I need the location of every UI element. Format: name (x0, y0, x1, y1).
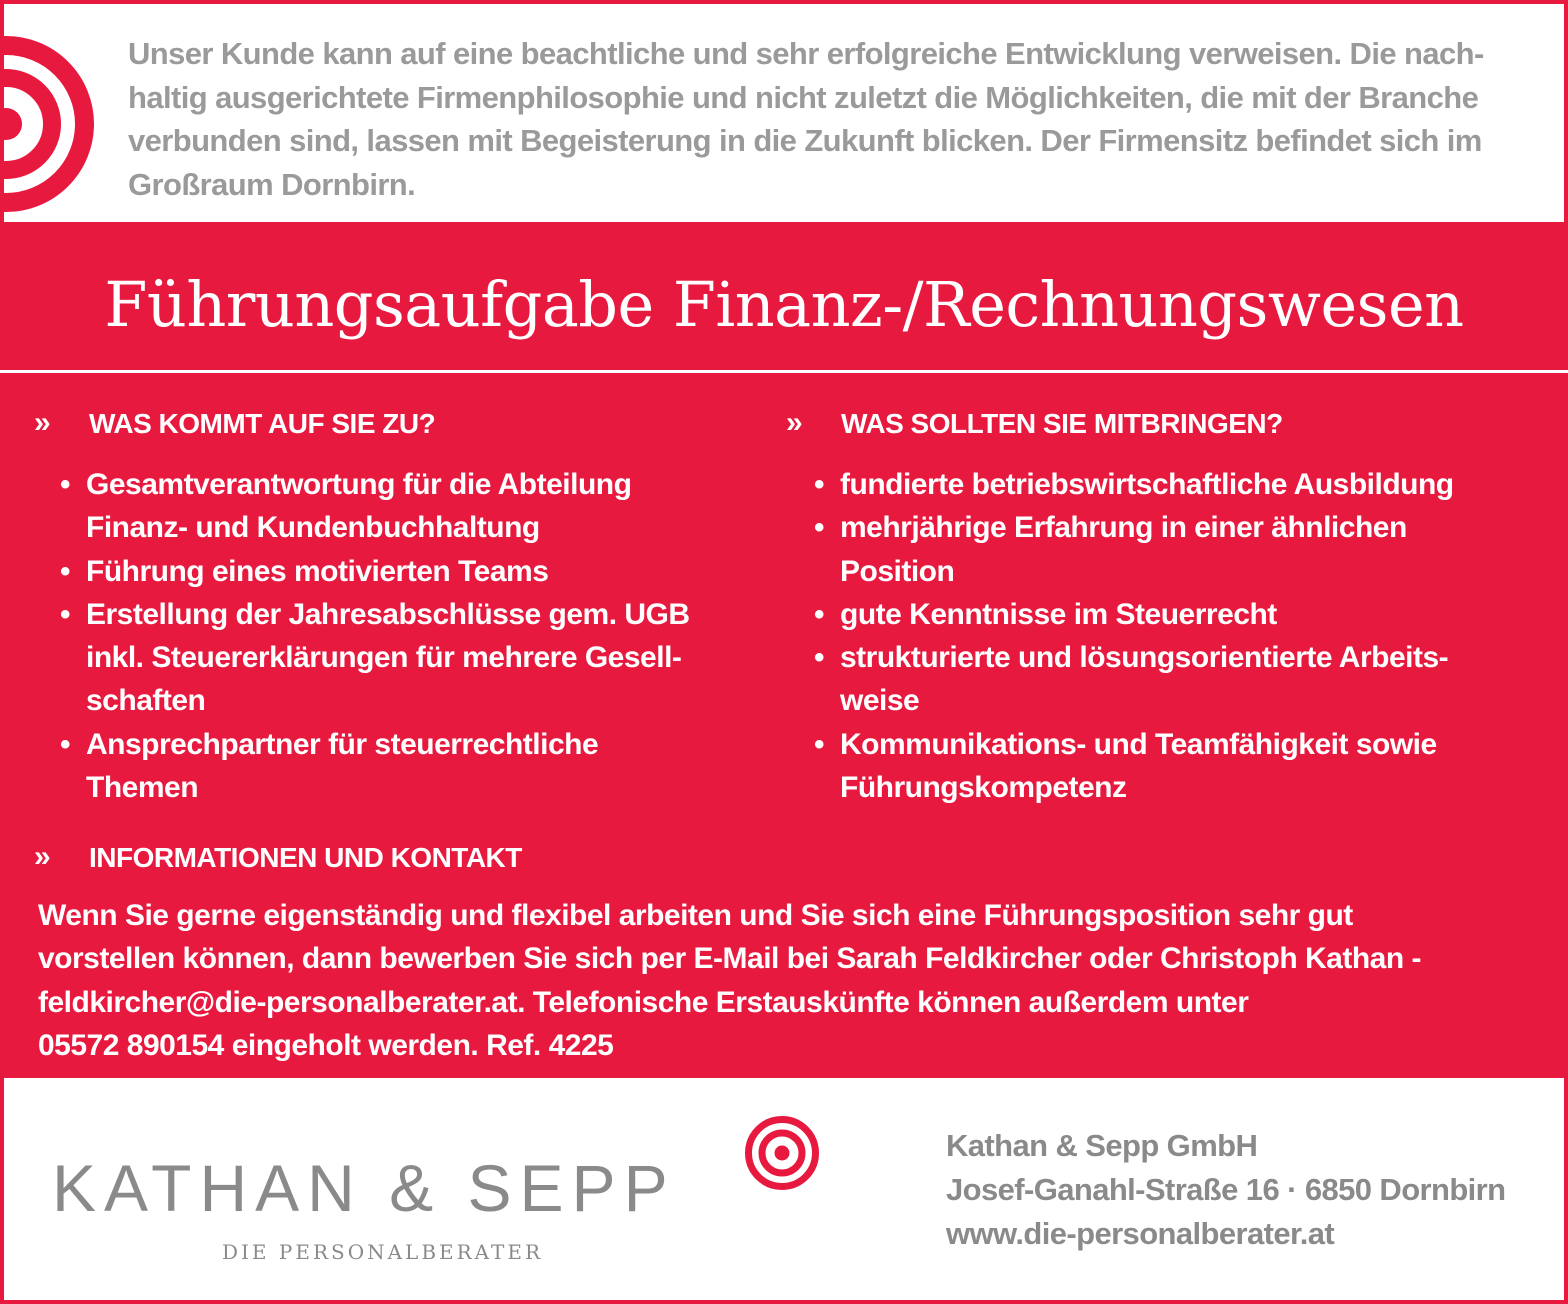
chevron-right-icon: » (786, 406, 803, 439)
contact-text (38, 894, 1518, 1067)
list-item (60, 463, 760, 550)
contact-line: Wenn Sie gerne eigenständig und flexibel arbeiten und Sie sich eine Führungsposition sehr gut (38, 899, 1353, 932)
list-item-line: schaften (86, 684, 206, 718)
list-item-line: weise (840, 684, 920, 718)
job-title: Führungsaufgabe Finanz-/Rechnungswesen (104, 268, 1464, 341)
list-item-line: fundierte betriebswirtschaftliche Ausbildung (840, 468, 1454, 501)
list-item-line: gute Kenntnisse im Steuerrecht (840, 597, 1277, 631)
list-item (814, 593, 1534, 636)
contact-line: 05572 890154 eingeholt werden. Ref. 4225 (38, 1028, 614, 1062)
intro-text (128, 32, 1518, 206)
list-item-line: mehrjährige Erfahrung in einer ähnlichen (840, 511, 1407, 545)
divider (0, 370, 1568, 373)
list-item (814, 463, 1534, 506)
tasks-heading-text: WAS KOMMT AUF SIE ZU? (89, 408, 436, 439)
contact-line: feldkircher@die-personalberater.at. Telefonische Erstauskünfte können außerdem unter (38, 985, 1249, 1019)
list-item-line: Kommunikations- und Teamfähigkeit sowie (840, 727, 1437, 761)
list-item-line: Gesamtverantwortung für die Abteilung (86, 468, 632, 501)
chevron-right-icon: » (34, 840, 51, 873)
job-band (0, 222, 1568, 1078)
company-logo-subtitle: DIE PERSONALBERATER (222, 1240, 544, 1264)
list-item-line: Führungskompetenz (840, 771, 1127, 805)
list-item-line: strukturierte und lösungsorientierte Arbeits- (840, 641, 1449, 675)
company-contact-block (946, 1124, 1505, 1256)
list-item (60, 550, 760, 593)
logo-target-icon (744, 1115, 820, 1191)
list-item-line: Position (840, 554, 955, 588)
list-item (814, 506, 1534, 593)
chevron-right-icon: » (34, 406, 51, 439)
intro-line: haltig ausgerichtete Firmenphilosophie und nicht zuletzt die Möglichkeiten, die mit der Branche (128, 79, 1479, 115)
list-item-line: Ansprechpartner für steuerrechtliche (86, 727, 599, 761)
intro-line: verbunden sind, lassen mit Begeisterung in die Zukunft blicken. Der Firmensitz befindet sich im (128, 123, 1482, 158)
intro-line: Unser Kunde kann auf eine beachtliche und sehr erfolgreiche Entwicklung verweisen. Die nach- (128, 36, 1484, 71)
contact-heading-text: INFORMATIONEN UND KONTAKT (89, 842, 522, 873)
list-item-line: inkl. Steuererklärungen für mehrere Gesell- (86, 641, 682, 675)
tasks-list (60, 463, 760, 809)
list-item (814, 723, 1534, 810)
list-item (814, 636, 1534, 723)
company-name: Kathan & Sepp GmbH (946, 1128, 1258, 1163)
list-item-line: Erstellung der Jahresabschlüsse gem. UGB (86, 597, 690, 631)
company-website-link[interactable]: www.die-personalberater.at (946, 1216, 1335, 1251)
list-item-line: Finanz- und Kundenbuchhaltung (86, 511, 540, 545)
intro-section (4, 4, 1564, 222)
company-logo-wordmark: KATHAN & SEPP (52, 1151, 676, 1225)
list-item-line: Themen (86, 771, 199, 805)
intro-line: Großraum Dornbirn. (128, 166, 416, 202)
list-item (60, 593, 760, 723)
list-item (60, 723, 760, 810)
list-item-line: Führung eines motivierten Teams (86, 554, 549, 588)
target-icon (4, 26, 104, 222)
company-address: Josef-Ganahl-Straße 16 · 6850 Dornbirn (946, 1172, 1506, 1207)
contact-line: vorstellen können, dann bewerben Sie sich per E-Mail bei Sarah Feldkircher oder Christoph Kathan - (38, 942, 1421, 976)
requirements-list (814, 463, 1534, 809)
requirements-heading-text: WAS SOLLTEN SIE MITBRINGEN? (841, 408, 1283, 439)
